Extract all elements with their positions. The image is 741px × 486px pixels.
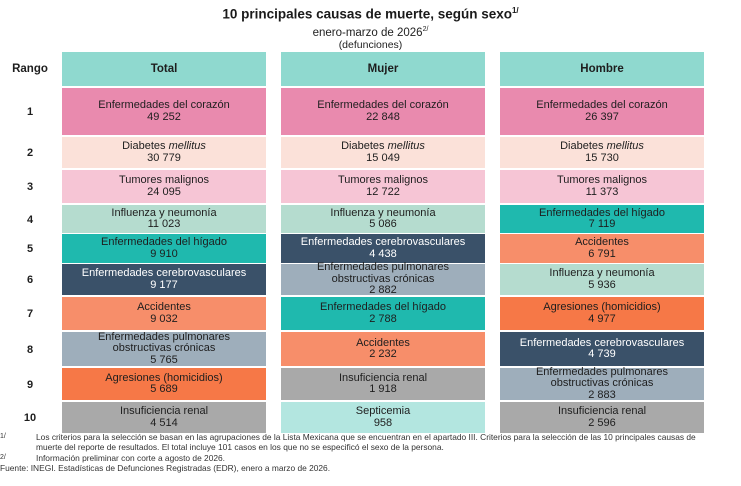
cause-value: 2 882	[369, 284, 397, 297]
rank-cell: 1	[26, 106, 34, 118]
rank-cell: 3	[26, 181, 34, 193]
hombre-cause-cell	[500, 234, 704, 264]
page-title: 10 principales causas de muerte, según sexo$^{1/}$	[222, 6, 519, 22]
total-cause-cell	[62, 170, 266, 204]
cause-value: 49 252	[147, 110, 181, 123]
mujer-cause-cell	[281, 170, 485, 204]
table-row	[0, 205, 741, 234]
cause-name: Enfermedades del hígado	[539, 206, 665, 219]
cause-name: Tumores malignos	[556, 174, 648, 186]
cause-name: Accidentes	[137, 301, 191, 313]
cause-value: 5 689	[150, 383, 178, 395]
cause-value: 6 791	[588, 247, 616, 260]
mujer-cause-cell	[281, 137, 485, 169]
table-row	[0, 297, 741, 331]
cause-value: 2 788	[369, 312, 397, 325]
rank-cell: 9	[26, 378, 34, 391]
rank-cell: 5	[26, 243, 34, 255]
table-row	[0, 88, 741, 136]
rank-cell: 6	[26, 274, 34, 286]
rank-cell: 8	[26, 343, 34, 356]
cause-value: 9 177	[150, 278, 178, 291]
hombre-cause-cell	[500, 88, 704, 136]
cause-name: Agresiones (homicidios)	[105, 371, 223, 384]
cause-name: Accidentes	[575, 236, 629, 248]
total-cause-cell	[62, 297, 266, 331]
cause-value: 5 086	[369, 218, 397, 230]
cause-name: Enfermedades del hígado	[320, 301, 446, 313]
total-cause-cell	[62, 137, 266, 169]
cause-value: 24 095	[147, 185, 181, 198]
mujer-cause-cell	[281, 368, 485, 401]
total-cause-cell	[62, 332, 266, 367]
cause-value: 12 722	[366, 185, 400, 198]
cause-name: Enfermedades del corazón	[317, 99, 449, 111]
cause-name: Diabetes mellitus	[122, 140, 206, 152]
cause-value: 26 397	[585, 110, 619, 123]
mujer-cause-cell	[281, 261, 485, 297]
header-rango: Rango	[0, 52, 60, 86]
cause-value: 5 936	[588, 278, 616, 291]
cause-value: 7 119	[588, 218, 616, 230]
mujer-cause-cell	[281, 332, 485, 367]
total-cause-cell	[62, 88, 266, 136]
hombre-cause-cell	[500, 365, 704, 401]
cause-value: 9 032	[150, 312, 178, 325]
cause-value: 22 848	[366, 110, 400, 123]
page-subtitle: enero-marzo de $2026^{2/}$	[312, 25, 429, 39]
cause-name: Influenza y neumonía	[330, 206, 436, 219]
total-cause-cell	[62, 368, 266, 401]
cause-value: 4 438	[369, 247, 397, 260]
cause-value: 2 883	[588, 388, 616, 401]
cause-name: Insuficiencia renal	[338, 371, 428, 384]
mujer-cause-cell	[281, 234, 485, 264]
cause-name: Diabetes mellitus	[560, 140, 644, 152]
total-cause-cell	[62, 205, 266, 234]
cause-name: Agresiones (homicidios)	[543, 301, 661, 313]
cause-name: Influenza y neumonía	[111, 206, 217, 219]
table-row	[0, 170, 741, 204]
cause-value: 958	[373, 416, 393, 429]
cause-name: Insuficiencia renal	[557, 405, 647, 417]
rank-cell: 7	[26, 308, 34, 320]
footnotes	[0, 432, 741, 474]
cause-name: Enfermedades pulmonares obstructivas crónicas	[97, 330, 231, 355]
cause-name: Enfermedades del corazón	[536, 99, 668, 111]
cause-value: 2 596	[588, 416, 616, 429]
footnote: 2/ Información preliminar con corte a agosto de 2026.	[0, 452, 226, 463]
cause-value: 15 730	[585, 151, 619, 164]
unit-label: (defunciones)	[338, 39, 403, 52]
hombre-cause-cell	[500, 264, 704, 296]
mujer-cause-cell	[281, 88, 485, 136]
cause-value: 4 977	[588, 312, 616, 325]
cause-value: 11 023	[147, 218, 181, 230]
cause-name: Enfermedades pulmonares obstructivas crónicas	[316, 261, 450, 285]
cause-value: 30 779	[147, 151, 181, 164]
cause-name: Septicemia	[355, 405, 411, 417]
cause-value: 1 918	[369, 383, 397, 395]
cause-value: 4 514	[150, 416, 178, 429]
source-note: Fuente: INEGI. Estadísticas de Defunciones Registradas (EDR), enero a marzo de 2026.	[0, 463, 331, 474]
total-cause-cell	[62, 234, 266, 264]
cause-name: Enfermedades cerebrovasculares	[300, 236, 466, 248]
footnote: 1/ Los criterios para la selección se basan en las agrupaciones de la Lista Mexicana que se encuentran en el apartado III. Criterios para la selección de las 10 principales causas de muerte del reporte de resultados. El total incluye 101 casos en los que no se especificó el sexo de la persona.	[0, 432, 696, 453]
mujer-cause-cell	[281, 402, 485, 434]
hombre-cause-cell	[500, 170, 704, 204]
table-row	[0, 332, 741, 367]
total-cause-cell	[62, 402, 266, 434]
table-row	[0, 402, 741, 434]
cause-name: Enfermedades cerebrovasculares	[81, 267, 247, 279]
hombre-cause-cell	[500, 205, 704, 234]
table-row	[0, 261, 741, 297]
cause-value: 9 910	[150, 247, 178, 260]
table-row	[0, 137, 741, 169]
cause-name: Insuficiencia renal	[119, 405, 209, 417]
rank-cell: 2	[26, 147, 34, 159]
cause-name: Diabetes mellitus	[341, 140, 425, 152]
cause-value: 5 765	[150, 353, 178, 366]
hombre-cause-cell	[500, 332, 704, 367]
table-row	[0, 365, 741, 401]
cause-name: Accidentes	[356, 336, 410, 349]
mujer-cause-cell	[281, 205, 485, 234]
cause-name: Tumores malignos	[337, 174, 429, 186]
cause-name: Tumores malignos	[118, 174, 210, 186]
cause-value: 11 373	[585, 185, 619, 198]
header-hombre: Hombre	[500, 52, 704, 86]
total-cause-cell	[62, 264, 266, 296]
cause-name: Enfermedades pulmonares obstructivas crónicas	[535, 365, 669, 390]
cause-name: Enfermedades del hígado	[101, 236, 227, 248]
cause-value: 15 049	[366, 151, 400, 164]
title-block	[0, 2, 741, 52]
hombre-cause-cell	[500, 297, 704, 331]
cause-name: Influenza y neumonía	[549, 267, 655, 279]
cause-name: Enfermedades cerebrovasculares	[519, 336, 685, 349]
hombre-cause-cell	[500, 402, 704, 434]
header-mujer: Mujer	[281, 52, 485, 86]
cause-value: 4 739	[588, 348, 616, 360]
cause-value: 2 232	[369, 348, 397, 360]
mujer-cause-cell	[281, 297, 485, 331]
header-total: Total	[62, 52, 266, 86]
rank-cell: 10	[23, 412, 37, 424]
table-row	[0, 234, 741, 264]
rank-cell: 4	[26, 213, 34, 226]
cause-name: Enfermedades del corazón	[98, 99, 230, 111]
hombre-cause-cell	[500, 137, 704, 169]
